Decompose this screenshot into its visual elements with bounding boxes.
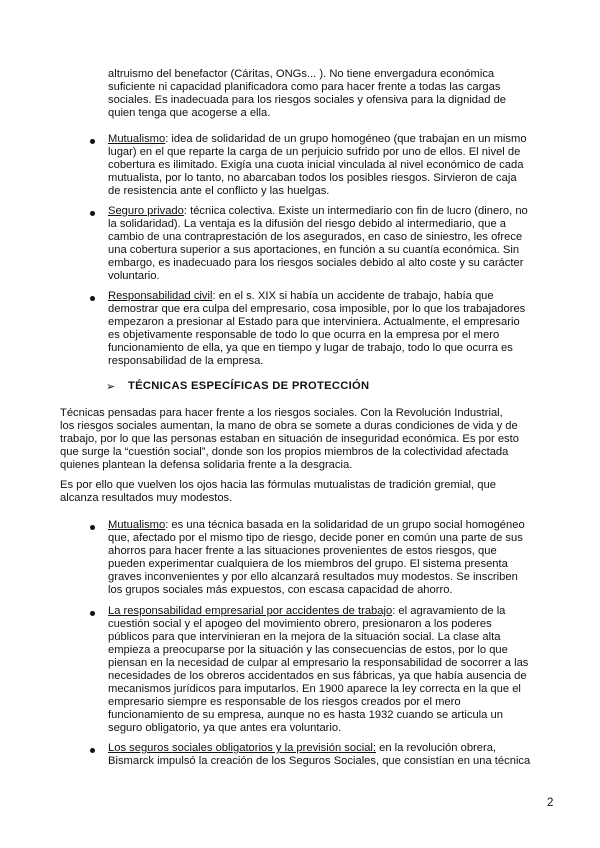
arrow-bullet-icon: ➢ — [106, 381, 116, 393]
page-number: 2 — [547, 797, 554, 809]
bullet-icon — [90, 296, 95, 301]
list-item-term: Seguro privado — [108, 205, 184, 217]
list-item-text: : técnica colectiva. Existe un intermediario con fin de lucro (dinero, no la solidaridad). La ventaja es la difusión del riesgo debido al intermediario, que a cambio de una contraprestación de los asegurados, en caso de siniestro, les ofrece una cobertura superior a sus aportaciones, en función a su cuantía económica. Sin embargo, es inadecuado para los riesgos sociales debido al alto coste y su carácter voluntario. — [108, 205, 528, 282]
paragraph: Técnicas pensadas para hacer frente a los riesgos sociales. Con la Revolución Industrial, los riesgos sociales aumentan, la mano de obra se somete a duras condiciones de vida y de trabajo, por lo que las personas estaban en situación de inseguridad económica. Es por esto que surge la “cuestión social”, donde son los propios miembros de la colectividad afectada quienes plantean la defensa solidaria frente a la desgracia. — [60, 407, 519, 471]
bullet-icon — [90, 525, 95, 530]
list-item-text: : es una técnica basada en la solidaridad de un grupo social homogéneo que, afectado por el mismo tipo de riesgo, decide poner en común una parte de sus ahorros para hacer frente a las situaciones provenientes de estos riesgos, que pueden experimentar cualquiera de los miembros del grupo. El sistema presenta graves inconvenientes y por ello alcanzará resultados muy modestos. Se inscriben los grupos sociales más expuestos, con escasa capacidad de ahorro. — [108, 519, 525, 596]
list-item-text: : el agravamiento de la cuestión social y el apogeo del movimiento obrero, presionaron a los poderes públicos para que intervinieran en la mejora de la situación social. La clase alta empieza a preocuparse por la situación y las consecuencias de estos, por lo que piensan en la necesidad de culpar al empresario la responsabilidad de socorrer a las necesidades de los obreros accidentados en sus fábricas, ya que había ausencia de mecanismos jurídicos para imputarlos. En 1900 aparece la ley correcta en la que el empresario siempre es responsable de los riesgos creados por el mero funcionamiento de su empresa, aunque no es hasta 1932 cuando se articula un seguro obligatorio, ya que antes era voluntario. — [108, 605, 529, 734]
list-item-term: Mutualismo — [108, 133, 166, 145]
paragraph: Es por ello que vuelven los ojos hacia las fórmulas mutualistas de tradición gremial, que alcanza resultados muy modestos. — [60, 479, 496, 504]
list-item-term: Los seguros sociales obligatorios y la previsión social: — [108, 742, 377, 754]
list-item-mutualismo-tecnica — [108, 519, 538, 597]
bullet-icon — [90, 139, 95, 144]
list-item-responsabilidad-empresarial — [108, 605, 538, 735]
bullet-icon — [90, 748, 95, 753]
list-item-responsabilidad-civil — [108, 290, 538, 368]
intro-paragraph: altruismo del benefactor (Cáritas, ONGs... ). No tiene envergadura económica suficiente ni capacidad planificadora como para hacer frente a todas las cargas sociales. Es inadecuada para los riesgos sociales y ofensiva para la dignidad de quien tenga que acogerse a ella. — [108, 68, 507, 119]
list-item-term: Responsabilidad civil — [108, 290, 213, 302]
section-heading: TÉCNICAS ESPECÍFICAS DE PROTECCIÓN — [128, 380, 370, 392]
list-item-text: : en el s. XIX si había un accidente de trabajo, había que demostrar que era culpa del empresario, cosa imposible, por lo que los trabajadores empezaron a presionar al Estado para que interviniera. Actualmente, el empresario es objetivamente responsable de todo lo que ocurra en la empresa por el mero funcionamiento de ella, ya que en tiempo y lugar de trabajo, todo lo que ocurra es responsabilidad de la empresa. — [108, 290, 526, 367]
list-item-seguros-sociales — [108, 742, 538, 768]
list-item-mutualismo — [108, 133, 538, 198]
list-item-term: Mutualismo — [108, 519, 166, 531]
bullet-icon — [90, 211, 95, 216]
list-item-text: en la revolución obrera, Bismarck impulsó la creación de los Seguros Sociales, que consistían en una técnica — [108, 742, 531, 767]
list-item-seguro-privado — [108, 205, 538, 283]
list-item-text: : idea de solidaridad de un grupo homogéneo (que trabajan en un mismo lugar) en el que reparte la carga de un perjuicio sufrido por uno de ellos. El nivel de cobertura es ilimitado. Exigía una cuota inicial vinculada al nivel económico de cada mutualista, por lo tanto, no abarcaban todos los posibles riesgos. Sirvieron de caja de resistencia ante el conflicto y las huelgas. — [108, 133, 527, 197]
bullet-icon — [90, 611, 95, 616]
list-item-term: La responsabilidad empresarial por accidentes de trabajo — [108, 605, 393, 617]
